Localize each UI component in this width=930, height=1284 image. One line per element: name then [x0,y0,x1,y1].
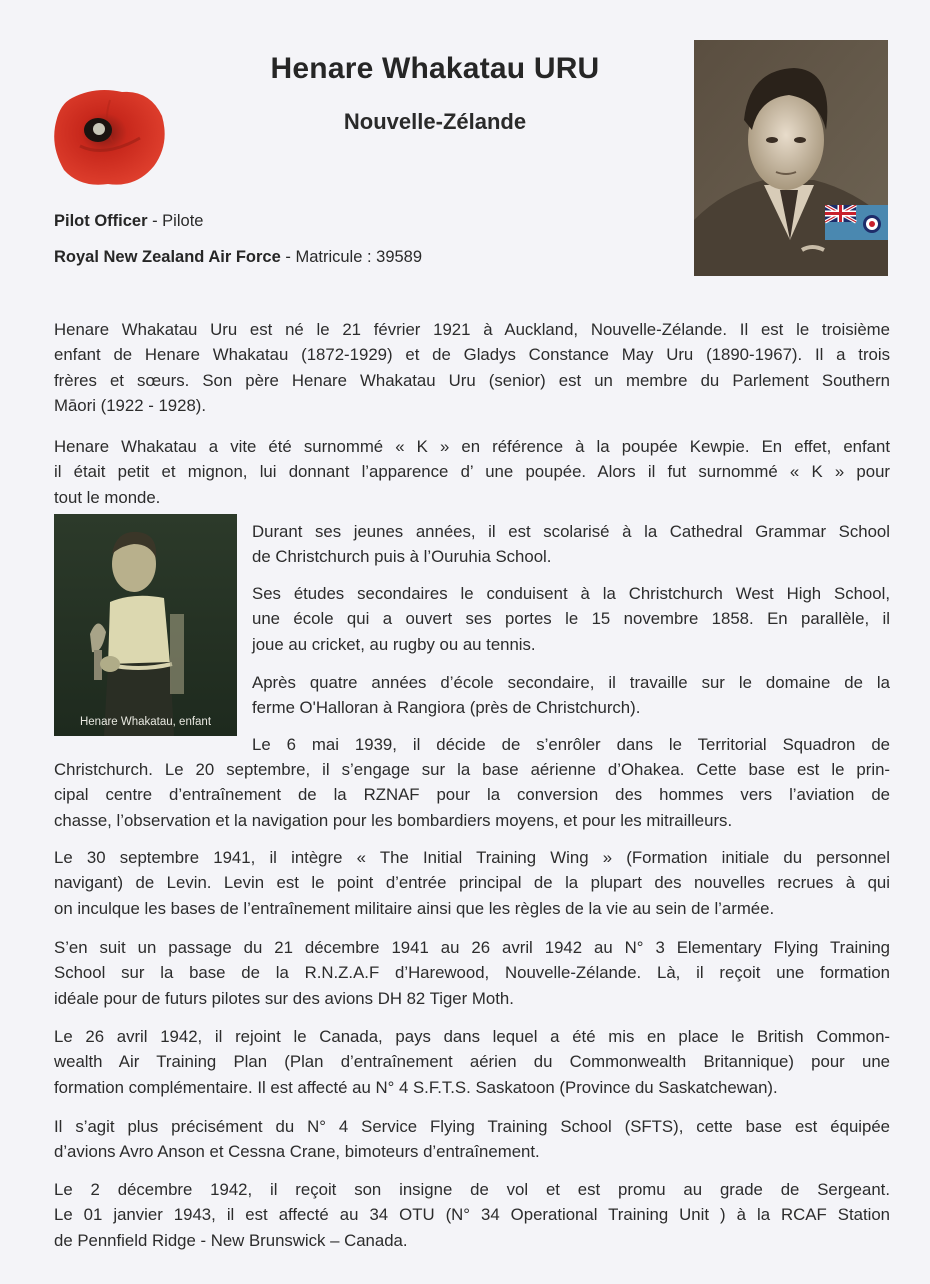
text-line: frères et sœurs. Son père Henare Whakatau Uru (senior) est un membre du Parlement Southern [54,370,890,390]
paragraph-sfts [54,1114,890,1165]
text-line: Le 2 décembre 1942, il reçoit son insigne de vol et est promu au grade de Sergeant. [54,1180,890,1199]
text-line: idéale pour de futurs pilotes sur des avions DH 82 Tiger Moth. [54,988,514,1008]
text-line: Christchurch. Le 20 septembre, il s’engage sur la base aérienne d’Ohakea. Cette base est le prin- [54,760,890,779]
text-line: joue au cricket, au rugby ou au tennis. [252,634,536,654]
text-line: wealth Air Training Plan (Plan d’entraînement aérien du Commonwealth Britannique) pour une [54,1052,890,1072]
portrait-photo [694,40,888,276]
child-photo-caption: Henare Whakatau, enfant [79,716,212,728]
text-line: School sur la base de la R.N.Z.A.F d’Harewood, Nouvelle-Zélande. Là, il reçoit une formation [54,963,890,983]
text-line: d’avions Avro Anson et Cessna Crane, bimoteurs d’entraînement. [54,1142,540,1162]
text-line: on inculque les bases de l’entraînement militaire ainsi que les règles de la vie au sein de l’armée. [54,898,775,918]
text-line: Le 26 avril 1942, il rejoint le Canada, pays dans lequel a été mis en place le British Common- [54,1027,890,1046]
text-line: tout le monde. [54,487,161,507]
text-line: Durant ses jeunes années, il est scolarisé à la Cathedral Grammar School [252,522,890,541]
paragraph-initial-training [54,845,890,921]
text-line: Māori (1922 - 1928). [54,396,207,416]
text-line: ferme O'Halloran à Rangiora (près de Christchurch). [252,698,641,718]
paragraph-farm-work [252,670,890,721]
text-line: Le 30 septembre 1941, il intègre « The Initial Training Wing » (Formation initiale du personnel [54,848,890,867]
paragraph-canada [54,1024,890,1100]
paragraph-secondary-school [252,581,890,657]
raf-ensign-flag-icon [825,205,888,240]
text-line: chasse, l’observation et la navigation pour les bombardiers moyens, et pour les mitrailleurs. [54,810,733,830]
paragraph-schooling [252,519,890,570]
text-line: Henare Whakatau a vite été surnommé « K » en référence à la poupée Kewpie. En effet, enfant [54,437,890,456]
paragraph-birth [54,317,890,419]
text-line: navigant) de Levin. Levin est le point d’entrée principal de la plupart des nouvelles recrues à qui [54,873,890,893]
poppy-flower-image [50,86,168,188]
paragraph-nickname [54,434,890,510]
text-line: une école qui a ouvert ses portes le 15 novembre 1858. En parallèle, il [252,609,890,629]
person-name-heading: Henare Whakatau URU [270,52,600,85]
text-line: Henare Whakatau Uru est né le 21 février 1921 à Auckland, Nouvelle-Zélande. Il est le troisième [54,320,890,339]
paragraph-enlistment-start [252,732,890,757]
service-number: - Matricule : 39589 [280,248,423,266]
text-line: S’en suit un passage du 21 décembre 1941 au 26 avril 1942 au N° 3 Elementary Flying Training [54,938,890,957]
country-subheading: Nouvelle-Zélande [343,109,527,134]
text-line: Le 01 janvier 1943, il est affecté au 34 OTU (N° 34 Operational Training Unit ) à la RCAF Station [54,1205,890,1225]
child-photo-image [54,514,237,736]
text-line: Ses études secondaires le conduisent à la Christchurch West High School, [252,584,890,603]
text-line: Après quatre années d’école secondaire, il travaille sur le domaine de la [252,673,890,692]
rank-label: Pilot Officer [54,212,148,230]
text-line: de Christchurch puis à l’Ouruhia School. [252,547,552,567]
paragraph-elementary-flying [54,935,890,1011]
text-line: cipal centre d’entraînement de la RZNAF pour la conversion des hommes vers l’aviation de [54,785,890,805]
rank-line [54,212,203,231]
rank-description: - Pilote [147,212,204,230]
text-line: enfant de Henare Whakatau (1872-1929) et de Gladys Constance May Uru (1890-1967). Il a trois [54,345,890,365]
paragraph-enlistment [54,757,890,833]
text-line: Il s’agit plus précisément du N° 4 Service Flying Training School (SFTS), cette base est équipée [54,1117,890,1136]
child-photo [54,514,237,736]
text-line: formation complémentaire. Il est affecté au N° 4 S.F.T.S. Saskatoon (Province du Saskatchewan). [54,1077,778,1097]
force-label: Royal New Zealand Air Force [54,248,281,266]
paragraph-promotion [54,1177,890,1253]
text-line: Le 6 mai 1939, il décide de s’enrôler dans le Territorial Squadron de [252,735,890,754]
force-line [54,248,422,267]
text-line: de Pennfield Ridge - New Brunswick – Canada. [54,1230,408,1250]
text-line: il était petit et mignon, lui donnant l’apparence d’ une poupée. Alors il fut surnommé « K » pour [54,462,890,482]
